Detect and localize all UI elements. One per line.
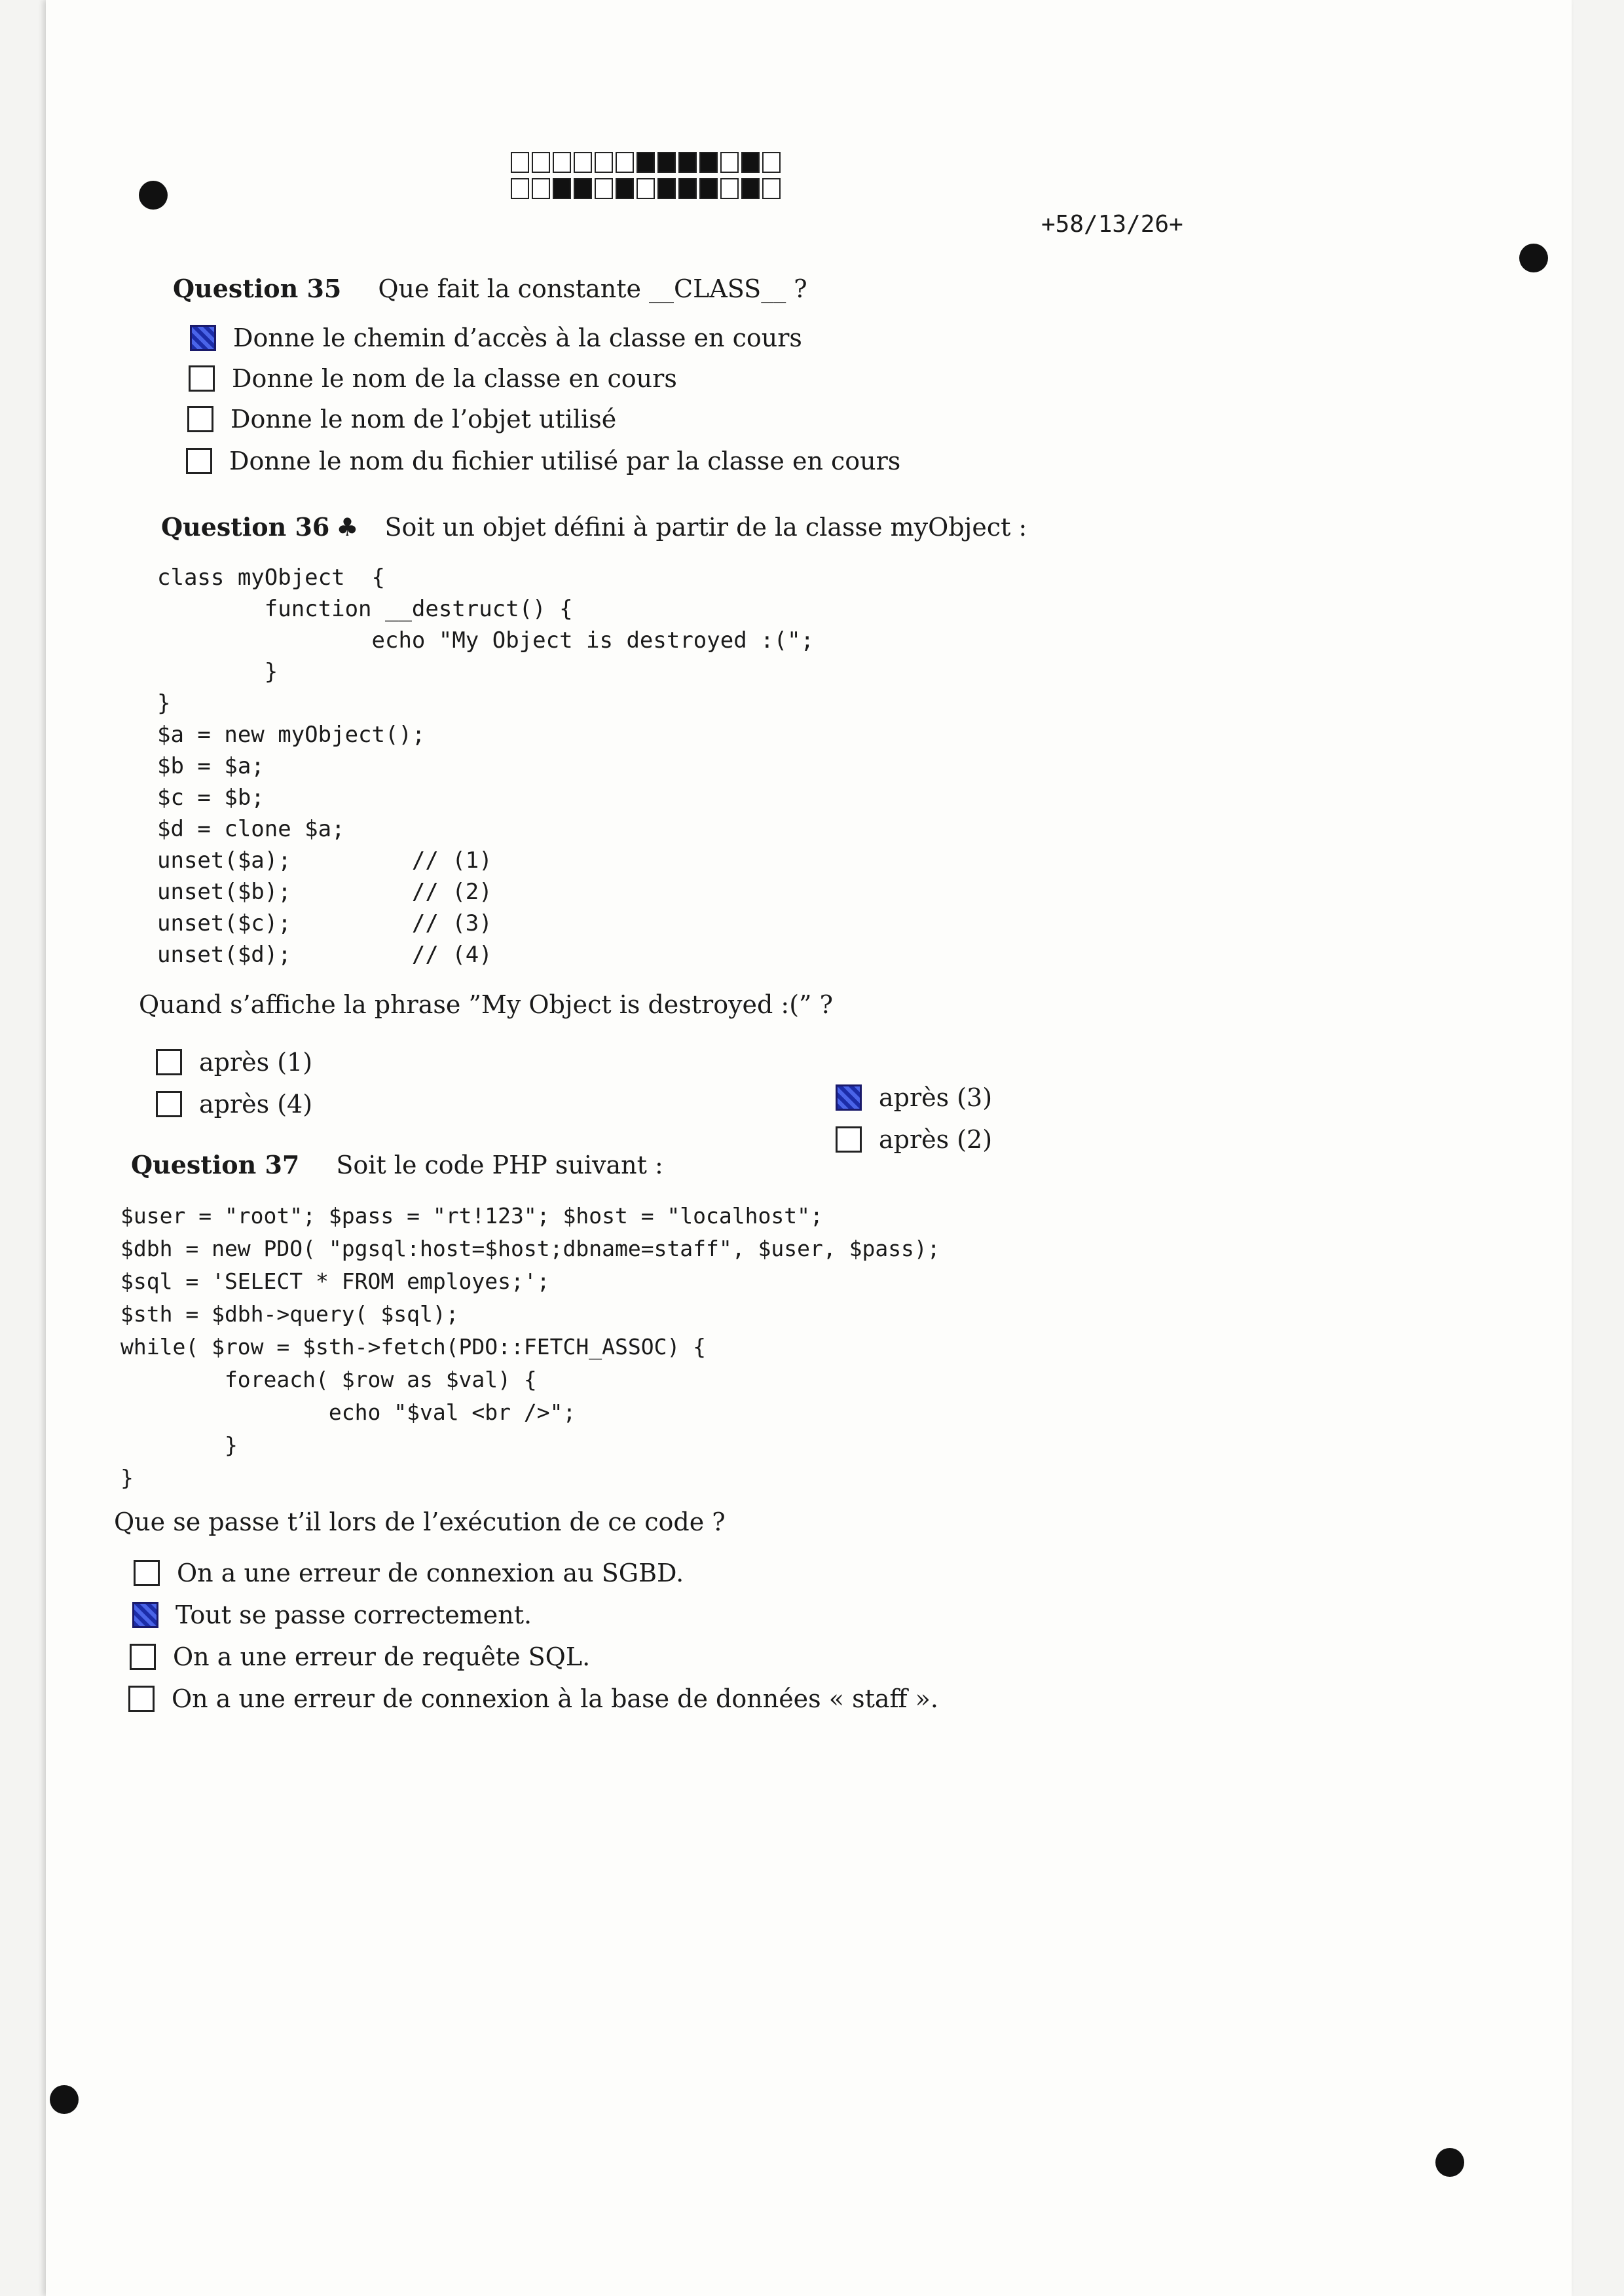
checkbox[interactable] [186,448,212,474]
q35-option-3[interactable] [187,405,616,434]
question-prompt: Soit un objet défini à partir de la classe myObject : [384,513,1027,542]
checkbox[interactable] [156,1049,182,1075]
question-number: Question 37 [131,1150,300,1179]
question-number: Question 36 [161,512,330,542]
q37-option-4[interactable] [128,1684,938,1713]
page-code: +58/13/26+ [1041,211,1183,238]
checkbox-checked[interactable] [132,1602,158,1628]
checkbox[interactable] [189,365,215,392]
page-id-barcode [511,152,783,204]
registration-mark-bottom-left [50,2085,79,2114]
checkbox[interactable] [134,1560,160,1586]
checkbox-checked[interactable] [836,1084,862,1111]
q37-option-2[interactable] [132,1601,532,1629]
checkbox[interactable] [128,1686,155,1712]
q37-option-1[interactable] [134,1559,684,1587]
checkbox-checked[interactable] [190,325,216,351]
option-label: après (3) [879,1083,993,1112]
q36-question: Quand s’affiche la phrase ”My Object is destroyed :(” ? [139,990,833,1019]
registration-mark-bottom-right [1435,2148,1464,2177]
question-36-header [161,512,1027,542]
q37-code-block: $user = "root"; $pass = "rt!123"; $host = "localhost"; $dbh = new PDO( "pgsql:host=$host;dbname=staff", $user, $pass); $sql = 'SELECT * FROM employes;'; $sth = $dbh->query( $sql); while( $row = $sth->fetch(PDO::FETCH_ASSOC) { foreach( $row as $val) { echo "$val <br />"; } } [120,1203,940,1491]
option-label: Donne le nom du fichier utilisé par la classe en cours [229,447,901,475]
question-prompt: Que fait la constante __CLASS__ ? [378,274,807,303]
option-label: On a une erreur de connexion au SGBD. [177,1559,684,1587]
option-label: après (1) [199,1048,313,1077]
q36-option-3[interactable] [836,1083,992,1112]
registration-mark-top-right [1519,244,1548,272]
option-label: après (4) [199,1090,313,1119]
question-35-header [173,274,807,303]
checkbox[interactable] [130,1644,156,1670]
option-label: Donne le nom de la classe en cours [232,364,677,393]
q35-option-4[interactable] [186,447,900,475]
option-label: On a une erreur de connexion à la base de données « staff ». [172,1684,938,1713]
checkbox[interactable] [836,1126,862,1153]
q37-option-3[interactable] [130,1642,590,1671]
q35-option-1[interactable] [190,324,802,352]
option-label: On a une erreur de requête SQL. [173,1642,591,1671]
q36-option-1[interactable] [156,1048,312,1077]
option-label: Donne le chemin d’accès à la classe en cours [233,324,802,352]
club-icon: ♣ [336,513,359,542]
option-label: après (2) [879,1125,993,1154]
q35-option-2[interactable] [189,364,677,393]
registration-mark-top-left [139,181,168,210]
q36-option-2[interactable] [836,1125,992,1154]
option-label: Tout se passe correctement. [175,1601,532,1629]
question-prompt: Soit le code PHP suivant : [336,1151,663,1179]
question-37-header [131,1150,663,1179]
option-label: Donne le nom de l’objet utilisé [231,405,617,434]
q36-code-block: class myObject { function __destruct() { echo "My Object is destroyed :("; } } $a = new myObject(); $b = $a; $c = $b; $d = clone $a; unset($a); // (1) unset($b); // (2) unset($c); // (3) unset($d); // (4) [157,565,815,968]
q37-question: Que se passe t’il lors de l’exécution de ce code ? [114,1508,726,1536]
checkbox[interactable] [156,1091,182,1117]
question-number: Question 35 [173,274,342,303]
q36-option-4[interactable] [156,1090,312,1119]
checkbox[interactable] [187,406,213,432]
